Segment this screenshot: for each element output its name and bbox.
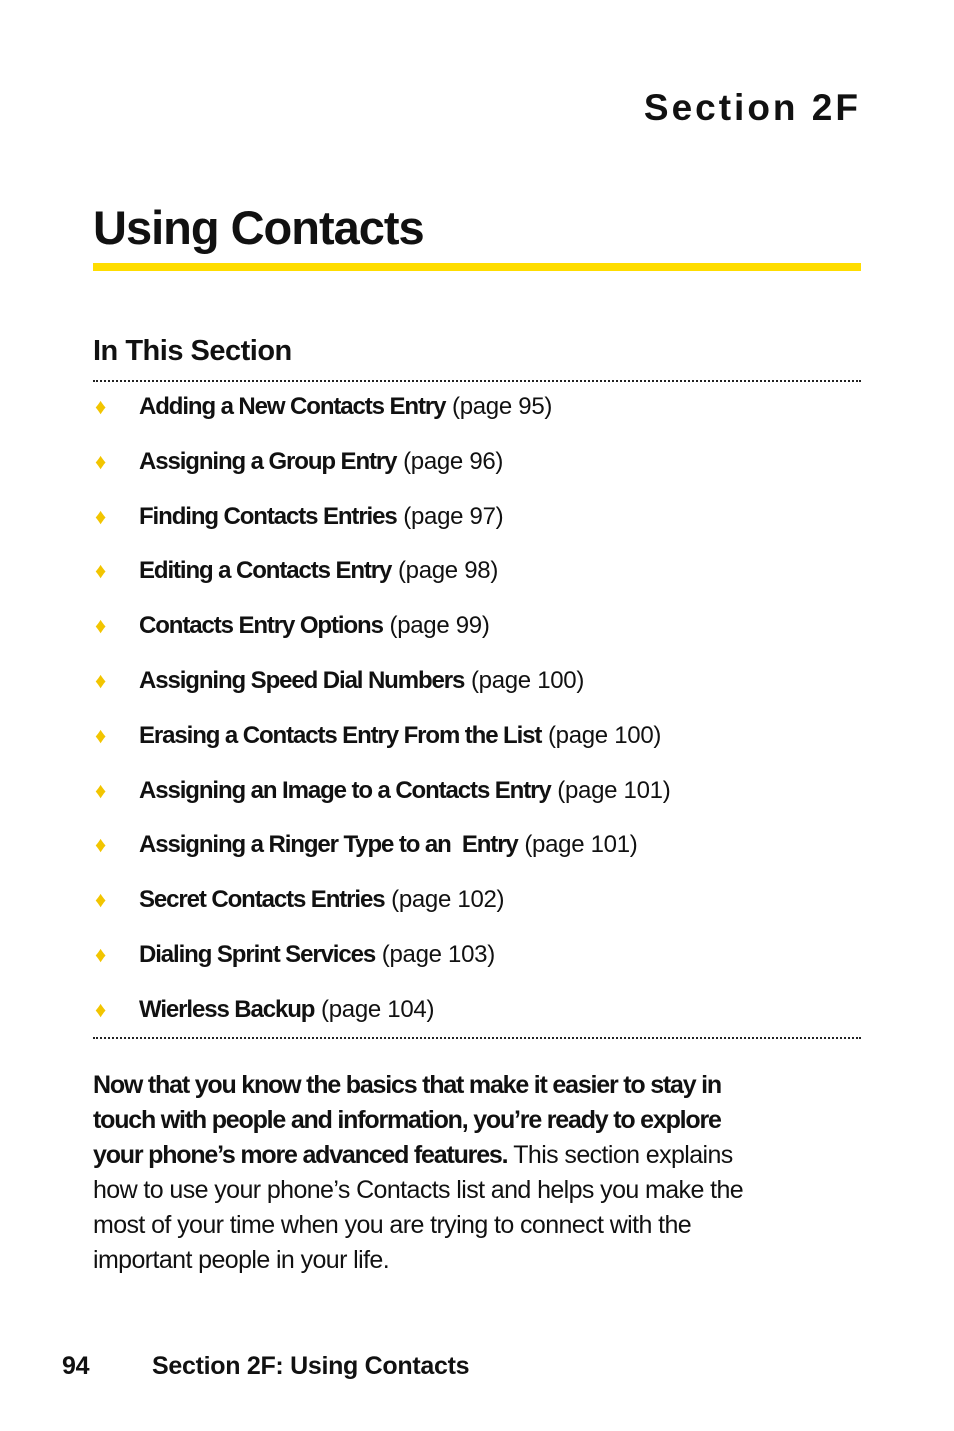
toc-item-page: (page 98) [397, 557, 499, 585]
toc-item-text [139, 607, 490, 645]
in-this-section-heading: In This Section [93, 335, 292, 367]
toc-item-text [139, 388, 552, 426]
toc-item-page: (page 102) [391, 886, 505, 914]
diamond-bullet-icon: ♦ [95, 777, 107, 803]
intro-paragraph [93, 1068, 813, 1278]
toc-item-assigning-image[interactable] [93, 772, 861, 827]
toc-item-title: Wierless Backup [139, 995, 315, 1023]
toc-item-assigning-ringer-type[interactable] [93, 826, 861, 881]
diamond-bullet-icon: ♦ [95, 667, 107, 693]
section-label: Section 2F [643, 87, 861, 128]
toc-item-text [139, 881, 504, 919]
toc-item-page: (page 97) [403, 502, 504, 530]
toc-item-page: (page 96) [403, 447, 504, 475]
intro-text-line: most of your time when you are trying to connect with the [93, 1211, 692, 1239]
diamond-bullet-icon: ♦ [95, 448, 107, 474]
toc-item-page: (page 104) [321, 995, 435, 1023]
toc-item-page: (page 100) [470, 666, 585, 694]
toc-item-adding-contacts-entry[interactable] [93, 388, 861, 443]
toc-item-speed-dial-numbers[interactable] [93, 662, 861, 717]
toc-item-page: (page 100) [547, 721, 662, 749]
toc-item-text [139, 991, 434, 1029]
toc-item-text [139, 662, 584, 700]
toc-item-erasing-contacts-entry[interactable] [93, 717, 861, 772]
intro-text-line: important people in your life. [93, 1246, 390, 1274]
toc-item-contacts-entry-options[interactable] [93, 607, 861, 662]
toc-item-title: Adding a New Contacts Entry [139, 393, 446, 420]
intro-text-line: This section explains [507, 1141, 733, 1169]
toc-item-text [139, 772, 670, 810]
toc-item-text [139, 717, 661, 755]
toc-item-text [139, 552, 498, 590]
toc-item-text [139, 936, 495, 974]
toc-item-title: Finding Contacts Entries [139, 502, 397, 530]
toc-item-page: (page 103) [381, 940, 495, 968]
toc-item-page: (page 101) [524, 831, 638, 859]
diamond-bullet-icon: ♦ [95, 503, 107, 529]
intro-bold-line: touch with people and information, you’re ready to explore [93, 1106, 721, 1134]
footer-page-number: 94 [62, 1352, 90, 1380]
toc-item-title: Assigning a Group Entry [139, 447, 397, 475]
toc-item-finding-contacts-entries[interactable] [93, 498, 861, 553]
toc-item-assigning-group-entry[interactable] [93, 443, 861, 498]
toc-item-text [139, 498, 503, 536]
intro-bold-line: your phone’s more advanced features. [93, 1141, 508, 1169]
toc-item-title: Assigning Speed Dial Numbers [139, 666, 465, 694]
toc-item-title: Contacts Entry Options [139, 612, 383, 640]
page-title: Using Contacts [93, 201, 424, 254]
intro-text-line: how to use your phone’s Contacts list and helps you make the [93, 1176, 744, 1204]
footer-section-title: Section 2F: Using Contacts [152, 1352, 470, 1380]
dotted-divider-top [93, 380, 861, 382]
toc-item-text [139, 443, 503, 481]
toc-item-secret-contacts-entries[interactable] [93, 881, 861, 936]
diamond-bullet-icon: ♦ [95, 613, 107, 639]
intro-bold-line: Now that you know the basics that make it easier to stay in [93, 1071, 721, 1099]
section-contents-list [93, 388, 861, 1046]
toc-item-title: Secret Contacts Entries [139, 886, 385, 914]
toc-item-page: (page 101) [557, 776, 671, 804]
diamond-bullet-icon: ♦ [95, 887, 107, 913]
toc-item-editing-contacts-entry[interactable] [93, 552, 861, 607]
diamond-bullet-icon: ♦ [95, 558, 107, 584]
diamond-bullet-icon: ♦ [95, 722, 107, 748]
toc-item-title: Erasing a Contacts Entry From the List [139, 721, 542, 749]
toc-item-page: (page 95) [452, 393, 553, 420]
toc-item-page: (page 99) [389, 612, 490, 640]
toc-item-dialing-sprint-services[interactable] [93, 936, 861, 991]
dotted-divider-bottom [93, 1037, 861, 1039]
diamond-bullet-icon: ♦ [95, 832, 107, 858]
diamond-bullet-icon: ♦ [95, 941, 107, 967]
toc-item-title: Assigning a Ringer Type to an Entry [139, 831, 518, 859]
toc-item-title: Dialing Sprint Services [139, 940, 376, 968]
diamond-bullet-icon: ♦ [95, 996, 107, 1022]
diamond-bullet-icon: ♦ [95, 394, 107, 419]
toc-item-text [139, 826, 637, 864]
toc-item-title: Editing a Contacts Entry [139, 557, 392, 585]
title-underline [93, 263, 861, 271]
toc-item-title: Assigning an Image to a Contacts Entry [139, 776, 551, 804]
